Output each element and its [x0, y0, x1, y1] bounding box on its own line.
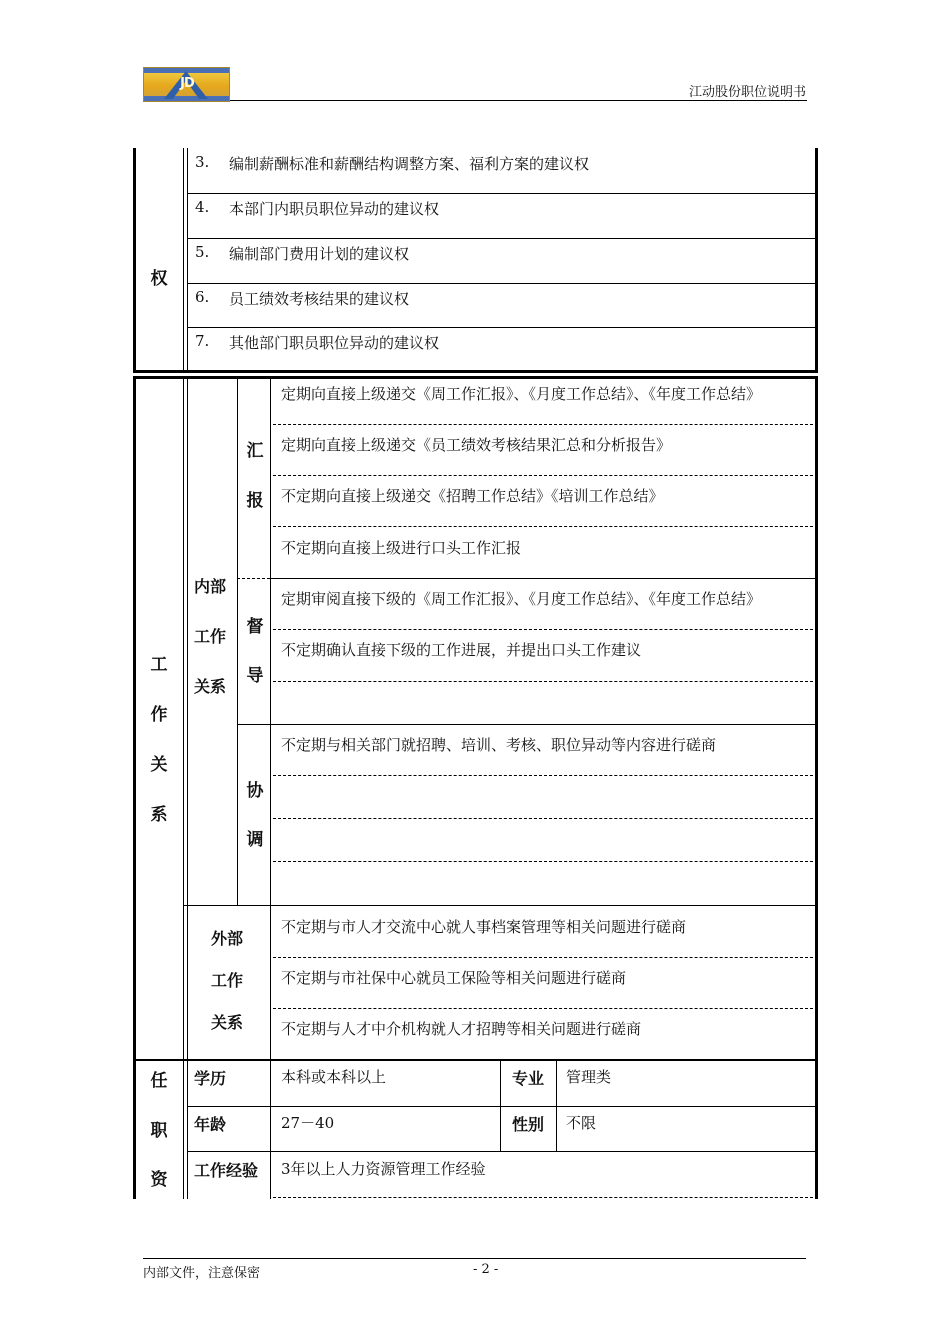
report-item: 定期向直接上级递交《周工作汇报》、《月度工作总结》、《年度工作总结》 — [281, 385, 762, 403]
age-label: 年龄 — [194, 1115, 227, 1134]
supervise-item: 定期审阅直接下级的《周工作汇报》、《月度工作总结》、《年度工作总结》 — [281, 590, 762, 608]
header-rule — [230, 100, 807, 101]
external-relations-label: 外部 — [211, 929, 244, 948]
report-item: 不定期向直接上级进行口头工作汇报 — [281, 539, 522, 557]
authority-item-text: 其他部门职员职位异动的建议权 — [229, 334, 440, 352]
company-logo — [143, 67, 230, 102]
authority-item-text: 本部门内职员职位异动的建议权 — [229, 200, 440, 218]
coordinate-item: 不定期与相关部门就招聘、培训、考核、职位异动等内容进行磋商 — [281, 736, 717, 754]
authority-item-num: 6. — [195, 288, 210, 306]
authority-item-text: 员工绩效考核结果的建议权 — [229, 290, 410, 308]
gender-label: 性别 — [512, 1115, 545, 1134]
gender-value: 不限 — [566, 1114, 597, 1132]
work-relations-label-char: 关 — [150, 755, 168, 775]
authority-item-num: 3. — [195, 153, 210, 171]
work-relations-label-char: 工 — [150, 655, 168, 675]
page-number: - 2 - — [473, 1262, 499, 1277]
education-value: 本科或本科以上 — [281, 1068, 387, 1086]
qualifications-label-char: 任 — [150, 1071, 168, 1091]
internal-relations-label: 工作 — [194, 627, 227, 646]
experience-label: 工作经验 — [194, 1161, 259, 1180]
report-item: 不定期向直接上级递交《招聘工作总结》《培训工作总结》 — [281, 487, 664, 505]
coordinate-label-char: 调 — [246, 830, 264, 850]
external-item: 不定期与市社保中心就员工保险等相关问题进行磋商 — [281, 969, 627, 987]
authority-item-text: 编制部门费用计划的建议权 — [229, 245, 410, 263]
supervise-item: 不定期确认直接下级的工作进展，并提出口头工作建议 — [281, 641, 642, 659]
internal-relations-label: 内部 — [194, 577, 227, 596]
authority-label: 权 — [150, 269, 168, 289]
work-relations-label-char: 作 — [150, 705, 168, 725]
footer-note: 内部文件，注意保密 — [143, 1266, 261, 1281]
authority-item-num: 5. — [195, 243, 210, 261]
external-item: 不定期与市人才交流中心就人事档案管理等相关问题进行磋商 — [281, 918, 687, 936]
external-item: 不定期与人才中介机构就人才招聘等相关问题进行磋商 — [281, 1020, 642, 1038]
report-item: 定期向直接上级递交《员工绩效考核结果汇总和分析报告》 — [281, 436, 672, 454]
report-label-char: 报 — [246, 491, 264, 511]
footer-rule — [143, 1258, 806, 1259]
report-label-char: 汇 — [246, 441, 264, 461]
authority-item-num: 7. — [195, 332, 210, 350]
supervise-label-char: 导 — [246, 666, 264, 686]
major-label: 专业 — [512, 1069, 545, 1088]
external-relations-label: 关系 — [211, 1013, 244, 1032]
external-relations-label: 工作 — [211, 971, 244, 990]
qualifications-label-char: 职 — [150, 1121, 168, 1141]
supervise-label-char: 督 — [246, 617, 264, 637]
logo-text: JD — [180, 76, 194, 91]
major-value: 管理类 — [566, 1068, 612, 1086]
authority-item-text: 编制薪酬标准和薪酬结构调整方案、福利方案的建议权 — [229, 155, 590, 173]
age-value: 27－40 — [281, 1114, 335, 1132]
internal-relations-label: 关系 — [194, 677, 227, 696]
experience-value: 3年以上人力资源管理工作经验 — [281, 1160, 486, 1178]
work-relations-label-char: 系 — [150, 805, 168, 825]
qualifications-label-char: 资 — [150, 1170, 168, 1190]
document-title: 江动股份职位说明书 — [688, 85, 806, 100]
authority-item-num: 4. — [195, 198, 210, 216]
education-label: 学历 — [194, 1069, 227, 1088]
coordinate-label-char: 协 — [246, 781, 264, 801]
